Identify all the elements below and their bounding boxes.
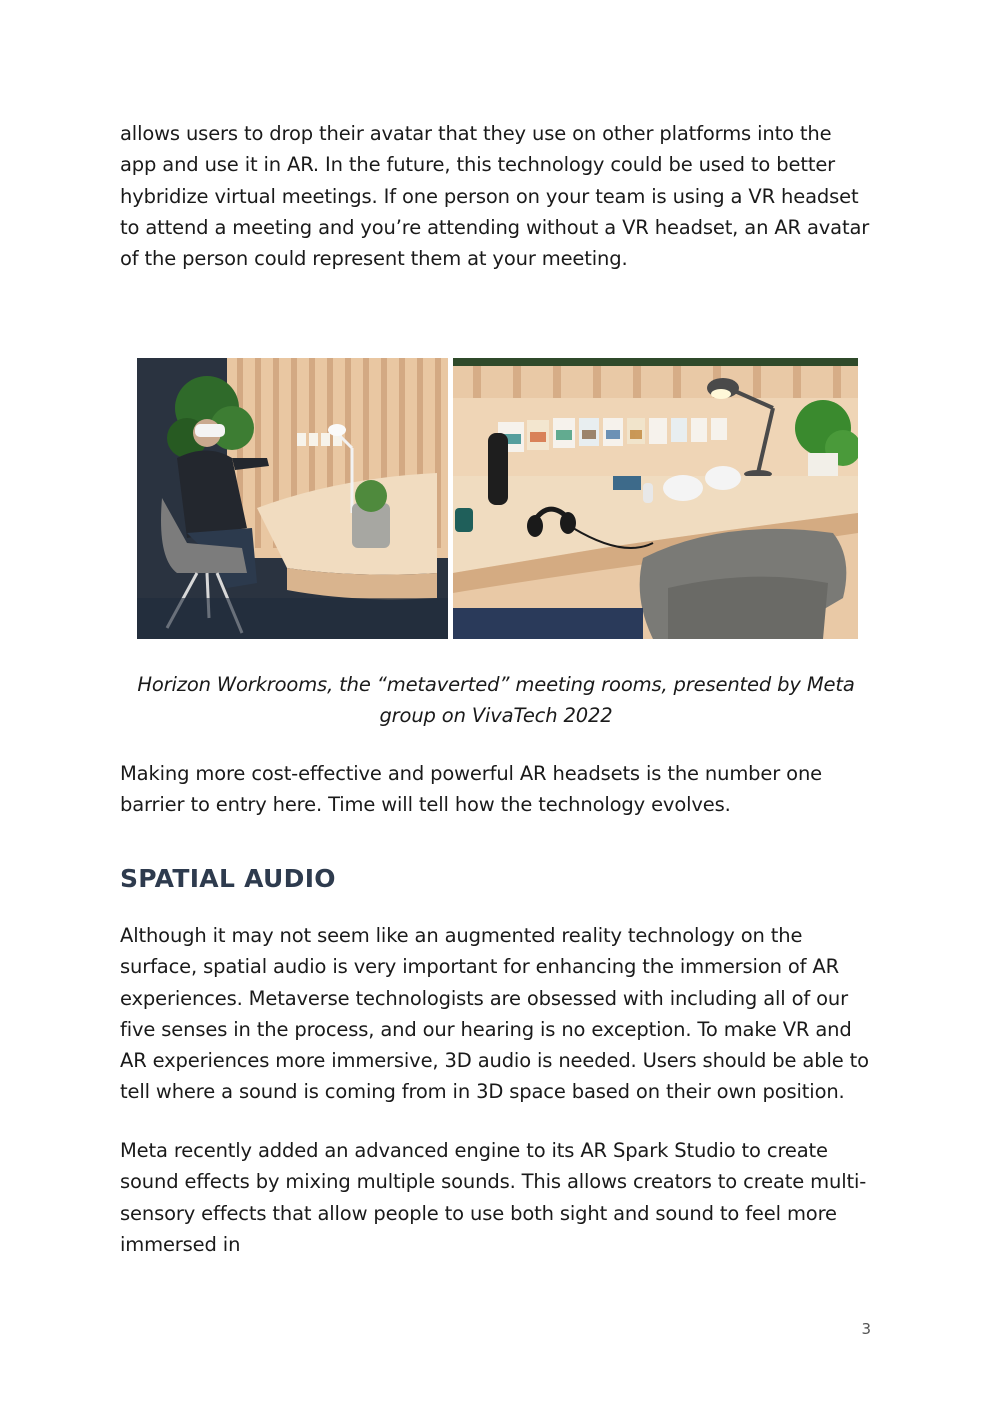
body-paragraph-ar-headsets: Making more cost-effective and powerful AR headsets is the number one barrier to entry here. Time will tell how the technology evolves. xyxy=(120,762,823,817)
photo-empty-desk-with-headsets xyxy=(453,358,858,639)
body-paragraph-spatial-audio: Although it may not seem like an augmented reality technology on the surface, spatial audio is very important for enhancing the immersion of AR experiences. Metaverse technologists are obsessed with including all of our five senses in the process, and our hearing is no exception. To make VR and AR experiences more immersive, 3D audio is needed. Users should be able to tell where a sound is coming from in 3D space based on their own position. xyxy=(120,924,869,1104)
figure-caption: Horizon Workrooms, the “metaverted” meeting rooms, presented by Meta group on VivaTech 2022 xyxy=(137,673,855,727)
body-paragraph-spark-studio: Meta recently added an advanced engine to its AR Spark Studio to create sound effects by mixing multiple sounds. This allows creators to create multi-sensory effects that allow people to use both sight and sound to feel more immersed in xyxy=(120,1139,867,1256)
body-paragraph-avatar: allows users to drop their avatar that they use on other platforms into the app and use it in AR. In the future, this technology could be used to better hybridize virtual meetings. If one person on your team is using a VR headset to attend a meeting and you’re attending without a VR headset, an AR avatar of the person could represent them at your meeting. xyxy=(120,122,870,271)
photo-vr-user-at-desk xyxy=(137,358,448,639)
page-number: 3 xyxy=(861,1320,871,1338)
section-heading: SPATIAL AUDIO xyxy=(120,864,336,893)
